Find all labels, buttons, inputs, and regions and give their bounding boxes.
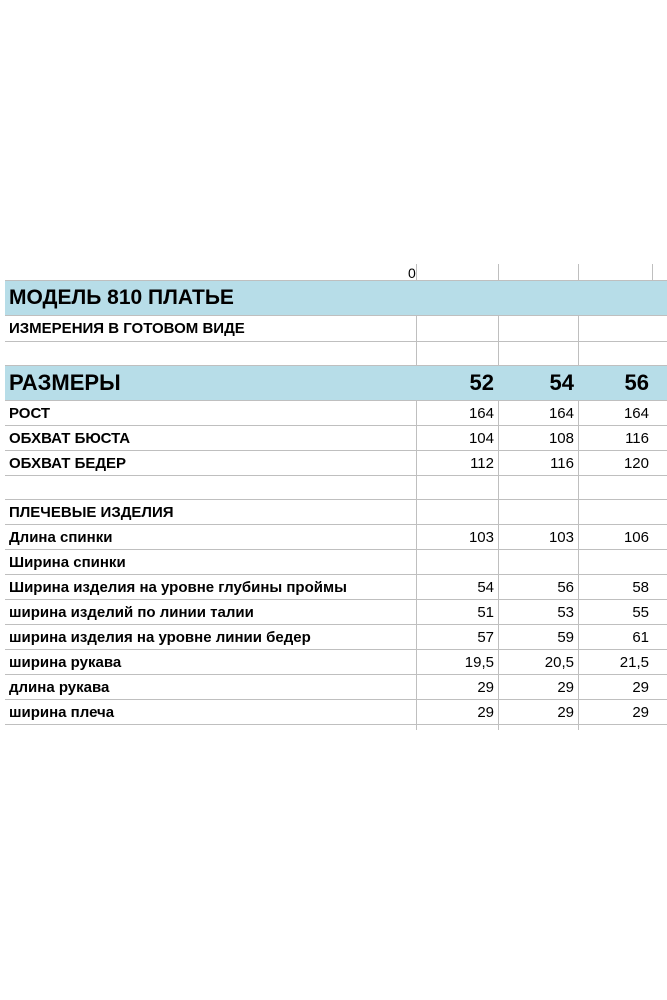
cell-value: 112 [417, 451, 499, 475]
row-label: ОБХВАТ БЕДЕР [5, 451, 417, 475]
cell-value: 51 [417, 600, 499, 624]
cell-value [417, 550, 499, 574]
row-label: ОБХВАТ БЮСТА [5, 426, 417, 450]
cell-value: 116 [625, 429, 649, 447]
cell-marker: 0 [408, 265, 416, 281]
spreadsheet [0, 264, 667, 730]
table-row [5, 316, 667, 342]
cell-value: 20,5 [499, 650, 579, 674]
table-row [5, 401, 667, 426]
cell-value: 19,5 [417, 650, 499, 674]
row-label: ширина рукава [5, 650, 417, 674]
table-row [5, 525, 667, 550]
section-label: ПЛЕЧЕВЫЕ ИЗДЕЛИЯ [5, 500, 417, 524]
table-row [5, 700, 667, 725]
table-row [5, 264, 667, 281]
cell-value: 106 [623, 528, 649, 546]
table-row [5, 575, 667, 600]
cell-value: 120 [623, 454, 649, 472]
cell-value: 29 [417, 675, 499, 699]
measurements-subtitle: ИЗМЕРЕНИЯ В ГОТОВОМ ВИДЕ [5, 316, 417, 341]
cell-value: 61 [632, 628, 649, 646]
cell-value: 103 [499, 525, 579, 549]
size-header: 56 [624, 370, 649, 395]
row-label: ширина плеча [5, 700, 417, 724]
row-label: Ширина изделия на уровне глубины проймы [5, 575, 417, 599]
row-label: РОСТ [5, 401, 417, 425]
size-header: 52 [469, 370, 494, 395]
table-row [5, 500, 667, 525]
row-label: ширина изделий по линии талии [5, 600, 417, 624]
model-title: МОДЕЛЬ 810 ПЛАТЬЕ [9, 286, 234, 309]
cell-value: 54 [417, 575, 499, 599]
cell-value: 104 [417, 426, 499, 450]
row-label: длина рукава [5, 675, 417, 699]
table-row [5, 342, 667, 366]
table-row [5, 476, 667, 500]
cell-value [579, 550, 653, 574]
table-row [5, 725, 667, 730]
cell-value: 53 [499, 600, 579, 624]
sizes-header-row [5, 366, 667, 401]
table-row [5, 650, 667, 675]
cell-value: 29 [417, 700, 499, 724]
table-row [5, 625, 667, 650]
table-row [5, 281, 667, 316]
cell-value: 103 [417, 525, 499, 549]
row-label: Ширина спинки [5, 550, 417, 574]
cell-value: 58 [632, 578, 649, 596]
cell-value: 57 [417, 625, 499, 649]
cell-value: 116 [499, 451, 579, 475]
table-row [5, 675, 667, 700]
cell-value: 29 [632, 703, 649, 721]
row-label: ширина изделия на уровне линии бедер [5, 625, 417, 649]
sizes-label: РАЗМЕРЫ [9, 370, 121, 395]
table-row [5, 426, 667, 451]
cell-value: 164 [623, 404, 649, 422]
cell-value: 108 [499, 426, 579, 450]
table-row [5, 451, 667, 476]
cell-value: 29 [499, 675, 579, 699]
cell-value: 29 [632, 678, 649, 696]
cell-value: 29 [499, 700, 579, 724]
size-header: 54 [549, 370, 574, 395]
table-row [5, 600, 667, 625]
cell-value: 164 [499, 401, 579, 425]
table-row [5, 550, 667, 575]
cell-value [499, 550, 579, 574]
row-label: Длина спинки [5, 525, 417, 549]
cell-value: 59 [499, 625, 579, 649]
cell-value: 21,5 [619, 653, 649, 671]
size-chart-table [5, 264, 667, 730]
cell-value: 55 [632, 603, 649, 621]
cell-value: 56 [499, 575, 579, 599]
cell-value: 164 [417, 401, 499, 425]
